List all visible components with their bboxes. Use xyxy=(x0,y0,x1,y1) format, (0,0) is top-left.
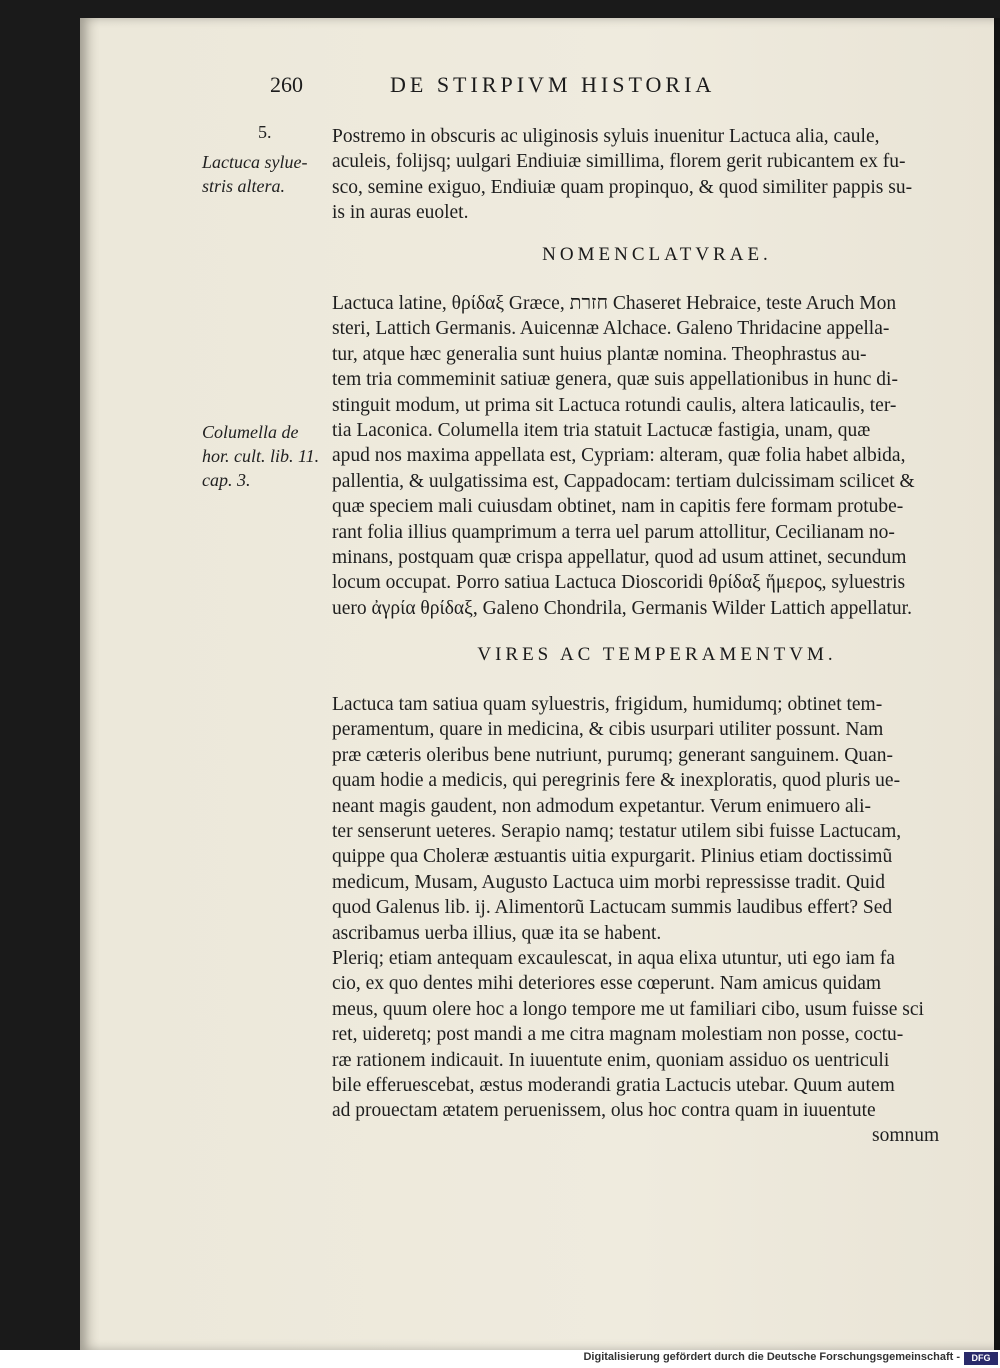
margin-note-lactuca xyxy=(202,150,330,198)
footer-bar xyxy=(0,1350,1000,1368)
text-line: rant folia illius quamprimum a terra uel parum attollitur, Cecilianam no- xyxy=(332,521,895,543)
text-line: pallentia, & uulgatissima est, Cappadocam: tertiam dulcissimam scilicet & xyxy=(332,470,915,492)
margin-note-line: Columella de xyxy=(202,422,299,442)
text-line: locum occupat. Porro satiua Lactuca Dioscoridi θρίδαξ ἥμερος, syluestris xyxy=(332,572,906,594)
text-line: minans, postquam quæ crispa appellatur, quod ad usum attinet, secundum xyxy=(332,547,907,569)
text-line: ascribamus uerba illius, quæ ita se habent. xyxy=(332,922,662,944)
text-line: Pleriq; etiam antequam excaulescat, in aqua elixa utuntur, uti ego iam fa xyxy=(332,948,895,969)
text-line: quam hodie a medicis, qui peregrinis fere & inexploratis, quod pluris ue- xyxy=(332,770,901,792)
page-number: 260 xyxy=(270,72,303,97)
text-line: neant magis gaudent, non admodum expetantur. Verum enimuero ali- xyxy=(332,795,872,817)
text-line: ret, uideretq; post mandi a me citra magnam molestiam non posse, coctu- xyxy=(332,1024,904,1046)
text-line: ræ rationem indicauit. In iuuentute enim, quoniam assiduo os uentriculi xyxy=(332,1049,890,1071)
text-line: is in auras euolet. xyxy=(332,202,469,224)
text-line: ad prouectam ætatem peruenissem, olus hoc contra quam in iuuentute xyxy=(332,1100,876,1122)
footer-credit: Digitalisierung gefördert durch die Deutsche Forschungsgemeinschaft - xyxy=(583,1351,960,1363)
text-line: cio, ex quo dentes mihi deteriores esse cœperunt. Nam amicus quidam xyxy=(332,973,882,995)
text-line: tur, atque hæc generalia sunt huius plantæ nomina. Theophrastus au- xyxy=(332,343,867,365)
text-line: Lactuca tam satiua quam syluestris, frigidum, humidumq; obtinet tem- xyxy=(332,694,883,715)
paragraph-vires xyxy=(332,692,982,946)
text-line: uero ἀγρία θρίδαξ, Galeno Chondrila, Germanis Wilder Lattich appellatur. xyxy=(332,597,912,619)
margin-note-line: Lactuca sylue- xyxy=(202,152,308,172)
margin-note-columella xyxy=(202,420,330,492)
text-line: peramentum, quare in medicina, & cibis usurpari utiliter possunt. Nam xyxy=(332,719,884,741)
margin-number: 5. xyxy=(258,122,272,142)
heading-vires: VIRES AC TEMPERAMENTVM. xyxy=(477,644,837,665)
text-line: ter senserunt ueteres. Serapio namq; testatur utilem sibi fuisse Lactucam, xyxy=(332,821,902,843)
margin-note-line: stris altera. xyxy=(202,176,286,196)
text-line: stinguit modum, ut prima sit Lactuca rotundi caulis, altera laticaulis, ter- xyxy=(332,394,897,416)
text-line: tem tria commeminit satiuæ genera, quæ suis appellationibus in hunc di- xyxy=(332,369,898,391)
text-line: quæ speciem mali cuiusdam obtinet, nam in capitis fere formam protube- xyxy=(332,496,904,518)
text-line: steri, Lattich Germanis. Auicennæ Alchace. Galeno Thridacine appella- xyxy=(332,318,890,340)
text-line: Postremo in obscuris ac uliginosis syluis inuenitur Lactuca alia, caule, xyxy=(332,126,880,147)
text-line: sco, semine exiguo, Endiuiæ quam propinquo, & quod similiter pappis su- xyxy=(332,176,913,198)
text-line: bile efferuescebat, æstus moderandi gratia Lactucis utebar. Quum autem xyxy=(332,1075,895,1097)
text-line: quippe qua Choleræ æstuantis uitia expurgarit. Plinius etiam doctissimũ xyxy=(332,846,893,868)
dfg-logo-icon: DFG xyxy=(964,1352,998,1365)
paragraph-pleriq xyxy=(332,946,982,1124)
text-line: præ cæteris oleribus bene nutriunt, purumq; generant sanguinem. Quan- xyxy=(332,744,894,766)
heading-nomenclaturae: NOMENCLATVRAE. xyxy=(542,244,772,265)
catchword: somnum xyxy=(872,1125,940,1146)
text-line: apud nos maxima appellata est, Cypriam: alteram, quæ folia habet albida, xyxy=(332,445,906,467)
text-line: medicum, Musam, Augusto Lactuca uim morbi repressisse tradit. Quid xyxy=(332,871,885,893)
running-head xyxy=(270,72,870,98)
paragraph-nomenclaturae xyxy=(332,291,982,621)
text-line: Lactuca latine, θρίδαξ Græce, חזרת Chaseret Hebraice, teste Aruch Mon xyxy=(332,293,897,314)
text-line: aculeis, folijsq; uulgari Endiuiæ simillima, florem gerit rubicantem ex fu- xyxy=(332,151,906,173)
margin-note-line: hor. cult. lib. 11. xyxy=(202,446,320,466)
scan-edge-strip xyxy=(994,18,1000,1350)
running-title: DE STIRPIVM HISTORIA xyxy=(390,72,716,97)
paragraph-postremo xyxy=(332,124,982,226)
text-line: quod Galenus lib. ij. Alimentorũ Lactucam summis laudibus effert? Sed xyxy=(332,897,893,919)
margin-note-line: cap. 3. xyxy=(202,470,251,490)
text-line: tia Laconica. Columella item tria statuit Lactucæ fastigia, unam, quæ xyxy=(332,420,871,442)
text-line: meus, quum olere hoc a longo tempore me ut familiari cibo, usum fuisse sci xyxy=(332,998,924,1020)
